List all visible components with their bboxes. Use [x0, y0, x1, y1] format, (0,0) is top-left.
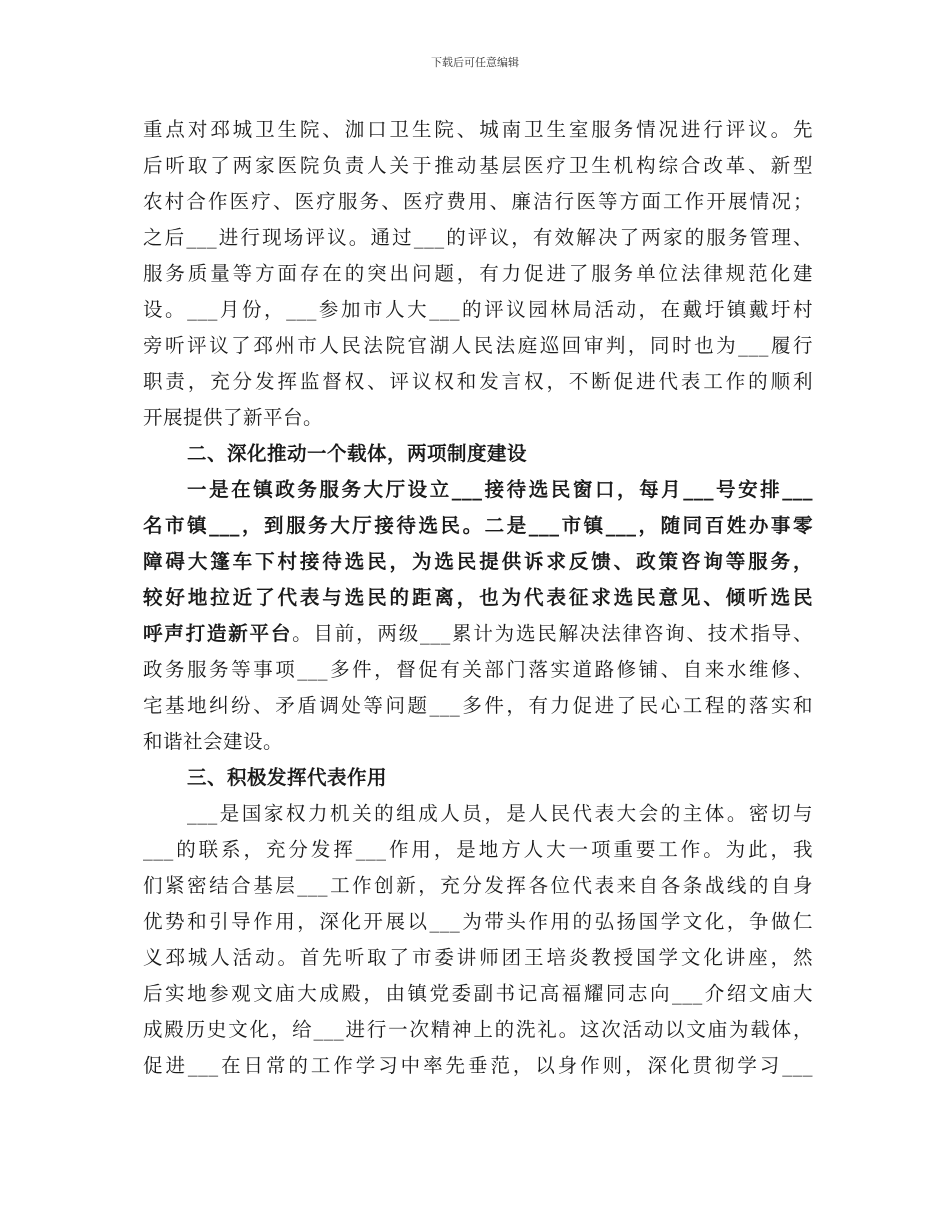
section-heading: 三、积极发挥代表作用	[187, 766, 388, 789]
bold-segment: 呼声打造新平台	[143, 622, 293, 645]
paragraph-line: 之后___进行现场评议。通过___的评议，有效解决了两家的服务管理、	[143, 226, 813, 249]
paragraph-line: 宅基地纠纷、矛盾调处等问题___多件，有力促进了民心工程的落实和	[143, 694, 813, 717]
paragraph-line: 们紧密结合基层___工作创新，充分发挥各位代表来自各条战线的自身	[143, 874, 813, 897]
paragraph-line: 一是在镇政务服务大厅设立___接待选民窗口，每月___号安排___	[187, 478, 813, 501]
paragraph-line: 服务质量等方面存在的突出问题，有力促进了服务单位法律规范化建	[143, 262, 813, 285]
section-heading: 二、深化推动一个载体，两项制度建设	[187, 442, 528, 465]
paragraph-line: 重点对邳城卫生院、泇口卫生院、城南卫生室服务情况进行评议。先	[143, 118, 813, 141]
paragraph-line: 政务服务等事项___多件，督促有关部门落实道路修铺、自来水维修、	[143, 658, 813, 681]
paragraph-line: 义邳城人活动。首先听取了市委讲师团王培炎教授国学文化讲座，然	[143, 946, 813, 969]
paragraph-line: 后实地参观文庙大成殿，由镇党委副书记高福耀同志向___介绍文庙大	[143, 982, 813, 1005]
paragraph-line: 促进___在日常的工作学习中率先垂范，以身作则，深化贯彻学习___	[143, 1054, 813, 1077]
paragraph-line: ___是国家权力机关的组成人员，是人民代表大会的主体。密切与	[187, 802, 813, 825]
paragraph-line: 开展提供了新平台。	[143, 406, 324, 429]
paragraph-line: 名市镇___，到服务大厅接待选民。二是___市镇___，随同百姓办事零	[143, 514, 813, 537]
paragraph-line: ___的联系，充分发挥___作用，是地方人大一项重要工作。为此，我	[143, 838, 813, 861]
paragraph-line: 设。___月份，___参加市人大___的评议园林局活动，在戴圩镇戴圩村	[143, 298, 813, 321]
paragraph-line: 和谐社会建设。	[143, 730, 284, 753]
paragraph-line: 职责，充分发挥监督权、评议权和发言权，不断促进代表工作的顺利	[143, 370, 813, 393]
paragraph-line	[143, 616, 813, 652]
document-body	[143, 112, 813, 1084]
text-segment: 。目前，两级___累计为选民解决法律咨询、技术指导、	[292, 622, 813, 645]
paragraph-line: 成殿历史文化，给___进行一次精神上的洗礼。这次活动以文庙为载体，	[143, 1018, 813, 1041]
page-header: 下载后可任意编辑	[431, 56, 519, 69]
paragraph-line: 优势和引导作用，深化开展以___为带头作用的弘扬国学文化，争做仁	[143, 910, 813, 933]
paragraph-line: 障碍大篷车下村接待选民，为选民提供诉求反馈、政策咨询等服务，	[143, 550, 813, 573]
paragraph-line: 较好地拉近了代表与选民的距离，也为代表征求选民意见、倾听选民	[143, 586, 813, 609]
paragraph-line: 后听取了两家医院负责人关于推动基层医疗卫生机构综合改革、新型	[143, 154, 813, 177]
paragraph-line: 旁听评议了邳州市人民法院官湖人民法庭巡回审判，同时也为___履行	[143, 334, 813, 357]
paragraph-line: 农村合作医疗、医疗服务、医疗费用、廉洁行医等方面工作开展情况；	[143, 190, 813, 213]
